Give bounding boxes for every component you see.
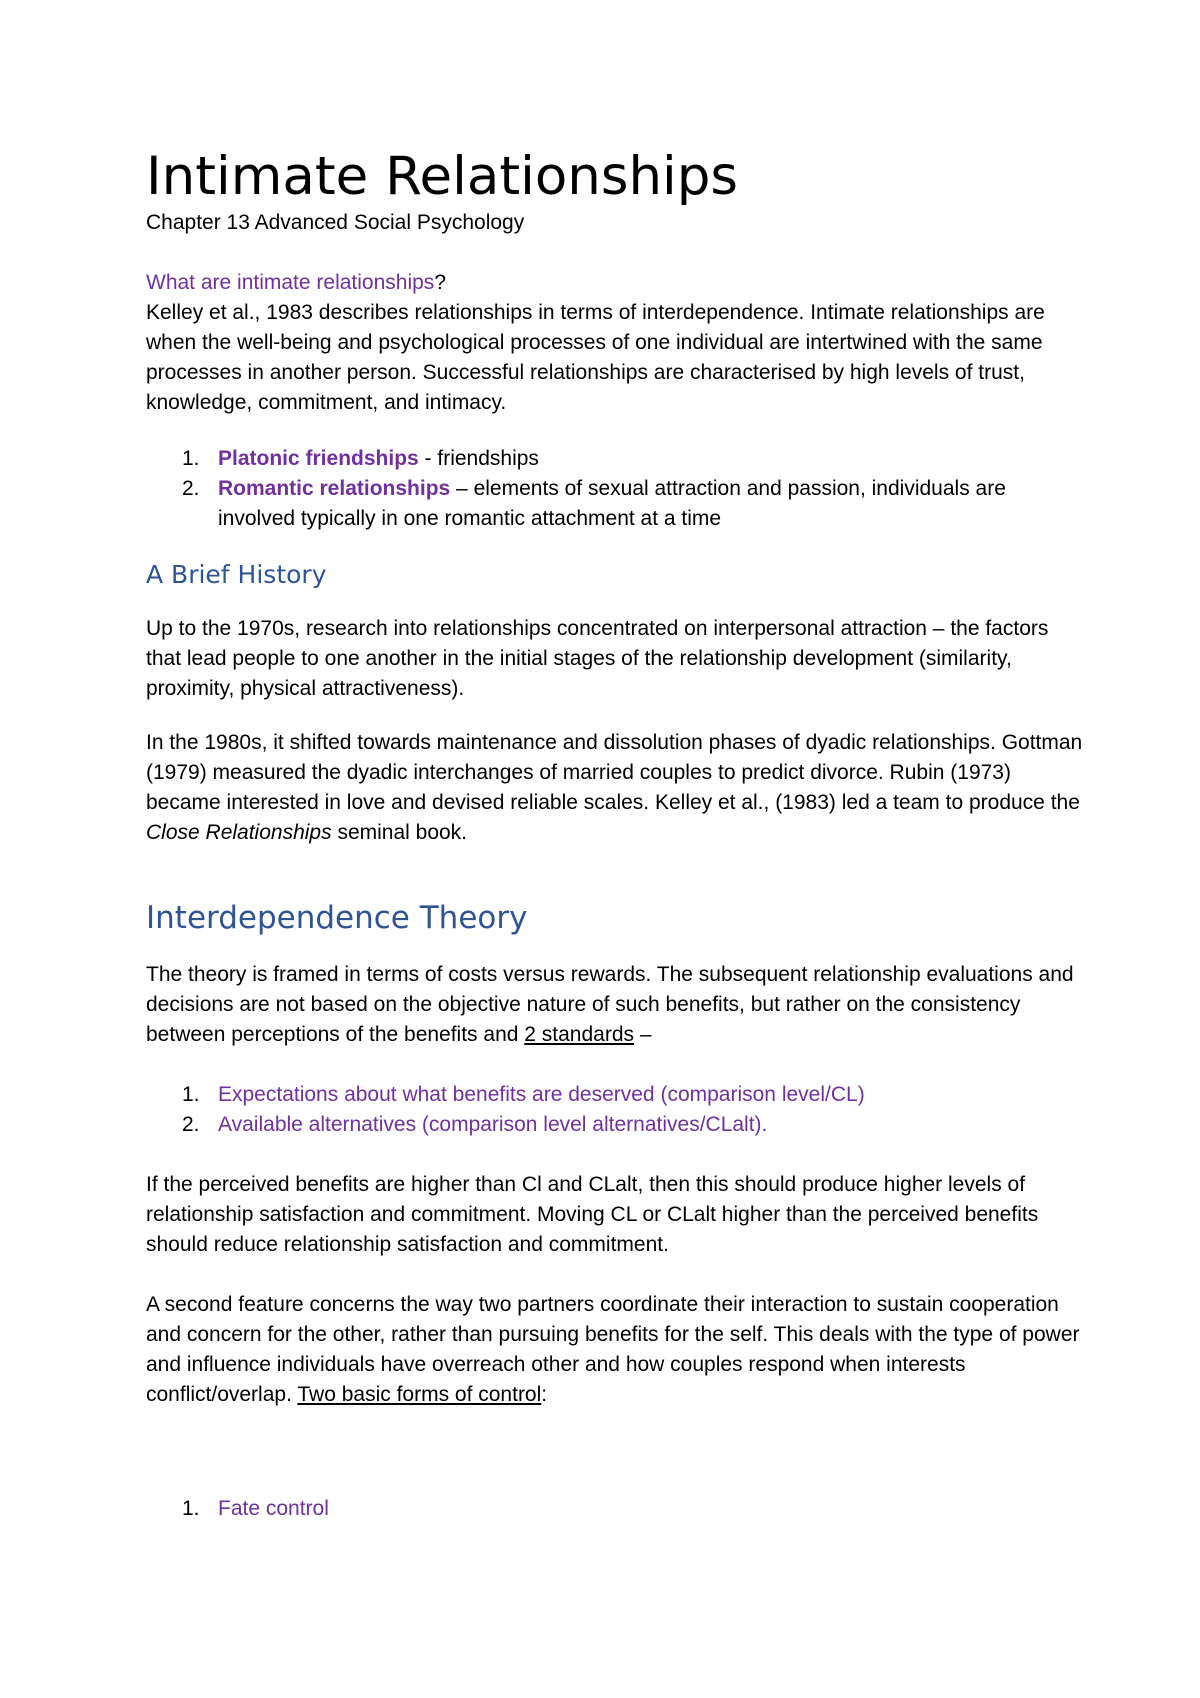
list-text: Available alternatives (comparison level alternatives/CLalt). [218,1113,768,1136]
list-text: Expectations about what benefits are deserved (comparison level/CL) [218,1083,865,1106]
interdependence-paragraph-1 [146,960,1086,1050]
interdependence-p1-underlined: 2 standards [524,1023,635,1046]
list-item [146,1494,1086,1524]
list-text: - friendships [418,447,539,470]
control-forms-list [146,1494,1086,1524]
list-text: – elements of sexual attraction and passion, individuals are involved typically in one romantic attachment at a time [218,477,1006,530]
list-number: 1. [182,1083,200,1106]
document-subtitle: Chapter 13 Advanced Social Psychology [146,211,525,234]
list-number: 1. [182,1497,200,1520]
interdependence-p3-underlined: Two basic forms of control [297,1383,542,1406]
standards-list [146,1080,1086,1140]
history-p2-text-end: seminal book. [331,821,468,844]
interdependence-paragraph-2: If the perceived benefits are higher than Cl and CLalt, then this should produce higher levels of relationship satisfaction and commitment. Moving CL or CLalt higher than the perceived benefits should reduce relationship satisfaction and commitment. [146,1173,1039,1256]
interdependence-p1-text-end: – [634,1023,652,1046]
history-paragraph-2 [146,728,1086,848]
list-number: 2. [182,477,200,500]
history-heading: A Brief History [146,560,327,589]
document-body [146,146,1086,1524]
intro-question-mark: ? [434,271,446,294]
interdependence-p3-text: A second feature concerns the way two partners coordinate their interaction to sustain cooperation and concern for the other, rather than pursuing benefits for the self. This deals with the type of power and influence individuals have overreach other and how couples respond when interests conflict/overlap. [146,1293,1080,1406]
history-paragraph-1: Up to the 1970s, research into relationships concentrated on interpersonal attraction – the factors that lead people to one another in the initial stages of the relationship development (similarity, proximity, physical attractiveness). [146,617,1049,700]
interdependence-p1-text: The theory is framed in terms of costs versus rewards. The subsequent relationship evaluations and decisions are not based on the objective nature of such benefits, but rather on the consistency between perceptions of the benefits and [146,963,1074,1046]
list-number: 1. [182,447,200,470]
list-number: 2. [182,1113,200,1136]
intro-paragraph: Kelley et al., 1983 describes relationships in terms of interdependence. Intimate relationships are when the well-being and psychological processes of one individual are intertwined with the same processes in another person. Successful relationships are characterised by high levels of trust, knowledge, commitment, and intimacy. [146,301,1045,414]
interdependence-paragraph-3 [146,1290,1086,1410]
intro-question-text: What are intimate relationships [146,271,435,294]
document-title: Intimate Relationships [146,146,739,207]
interdependence-p3-text-end: : [541,1383,548,1406]
list-item [146,1110,1086,1140]
interdependence-heading: Interdependence Theory [146,900,528,936]
list-item [146,1080,1086,1110]
list-term: Romantic relationships [218,477,451,500]
list-term: Platonic friendships [218,447,419,470]
relationship-types-list [146,444,1086,534]
history-p2-text: In the 1980s, it shifted towards maintenance and dissolution phases of dyadic relationships. Gottman (1979) measured the dyadic interchanges of married couples to predict divorce. Rubin (1973) became interested in love and devised reliable scales. Kelley et al., (1983) led a team to produce the [146,731,1083,814]
list-item [146,474,1086,534]
intro-question [146,268,1086,298]
list-text: Fate control [218,1497,329,1520]
list-item [146,444,1086,474]
history-p2-book-title: Close Relationships [146,821,332,844]
